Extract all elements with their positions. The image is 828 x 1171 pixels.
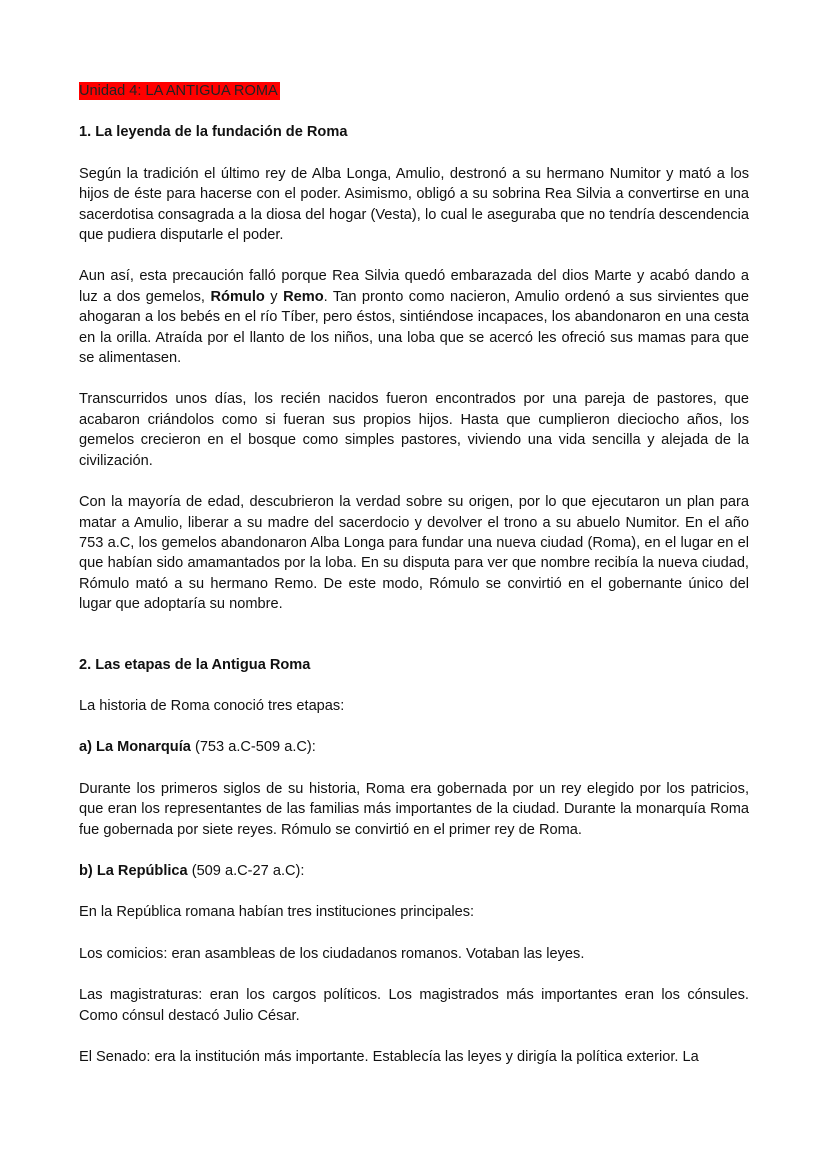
section1-heading: 1. La leyenda de la fundación de Roma	[79, 124, 348, 141]
section1-paragraph-1: Según la tradición el último rey de Alba Longa, Amulio, destronó a su hermano Numitor y mató a los hijos de éste para hacerse con el poder. Asimismo, obligó a su sobrina Rea Silvia a convertirse en una sacerdotisa consagrada a la diosa del hogar (Vesta), lo cual le aseguraba que no tendría descendencia que pudiera disputarle el poder.	[79, 165, 749, 244]
p2-text-a: Aun así, esta precaución falló porque Rea Silvia quedó embarazada del dios Marte y acabó dando a luz a dos gemelos,	[79, 268, 749, 305]
monarquia-label: a) La Monarquía	[79, 739, 191, 756]
document-page	[79, 80, 749, 1067]
p2-text-y: y	[264, 288, 284, 305]
section1-paragraph-2	[79, 266, 749, 368]
republica-heading	[79, 861, 749, 881]
p2-text-b: . Tan pronto como nacieron, Amulio ordenó a sus sirvientes que ahogaran a los bebés en el río Tíber, pero éstos, sintiéndose incapaces, los abandonaron en una cesta en la orilla. Atraída por el llanto de los niños, una loba que se acercó les ofreció sus mamas para que se alimentasen.	[79, 288, 750, 367]
republica-dates: (509 a.C-27 a.C):	[187, 862, 305, 879]
remo-bold: Remo	[283, 288, 324, 305]
republica-intro: En la República romana habían tres instituciones principales:	[79, 904, 475, 921]
section1-paragraph-4: Con la mayoría de edad, descubrieron la verdad sobre su origen, por lo que ejecutaron un plan para matar a Amulio, liberar a su madre del sacerdocio y devolver el trono a su abuelo Numitor. En el año 753 a.C, los gemelos abandonaron Alba Longa para fundar una nueva ciudad (Roma), en el lugar en el que habían sido amamantados por la loba. En su disputa para ver que nombre recibía la nueva ciudad, Rómulo mató a su hermano Remo. De este modo, Rómulo se convirtió en el gobernante único del lugar que adoptaría su nombre.	[79, 494, 749, 613]
comicios-text: Los comicios: eran asambleas de los ciudadanos romanos. Votaban las leyes.	[79, 945, 585, 962]
section2-heading: 2. Las etapas de la Antigua Roma	[79, 656, 311, 673]
republica-label: b) La República	[79, 862, 188, 879]
magistraturas-text: Las magistraturas: eran los cargos políticos. Los magistrados más importantes eran los cónsules. Como cónsul destacó Julio César.	[79, 987, 749, 1024]
monarquia-heading	[79, 737, 749, 757]
romulo-bold: Rómulo	[210, 288, 265, 305]
senado-text: El Senado: era la institución más importante. Establecía las leyes y dirigía la política exterior. La	[79, 1049, 699, 1065]
monarquia-dates: (753 a.C-509 a.C):	[190, 739, 316, 756]
unit-title: Unidad 4: LA ANTIGUA ROMA	[79, 83, 278, 99]
section1-paragraph-3: Transcurridos unos días, los recién nacidos fueron encontrados por una pareja de pastores, que acabaron criándolos como si fueran sus propios hijos. Hasta que cumplieron dieciocho años, los gemelos crecieron en el bosque como simples pastores, viviendo una vida sencilla y alejada de la civilización.	[79, 391, 749, 469]
monarquia-text: Durante los primeros siglos de su historia, Roma era gobernada por un rey elegido por los patricios, que eran los representantes de las familias más importantes de la ciudad. Durante la monarquía Roma fue gobernada por siete reyes. Rómulo se convirtió en el primer rey de Roma.	[79, 780, 749, 838]
section2-intro: La historia de Roma conoció tres etapas:	[79, 697, 345, 714]
